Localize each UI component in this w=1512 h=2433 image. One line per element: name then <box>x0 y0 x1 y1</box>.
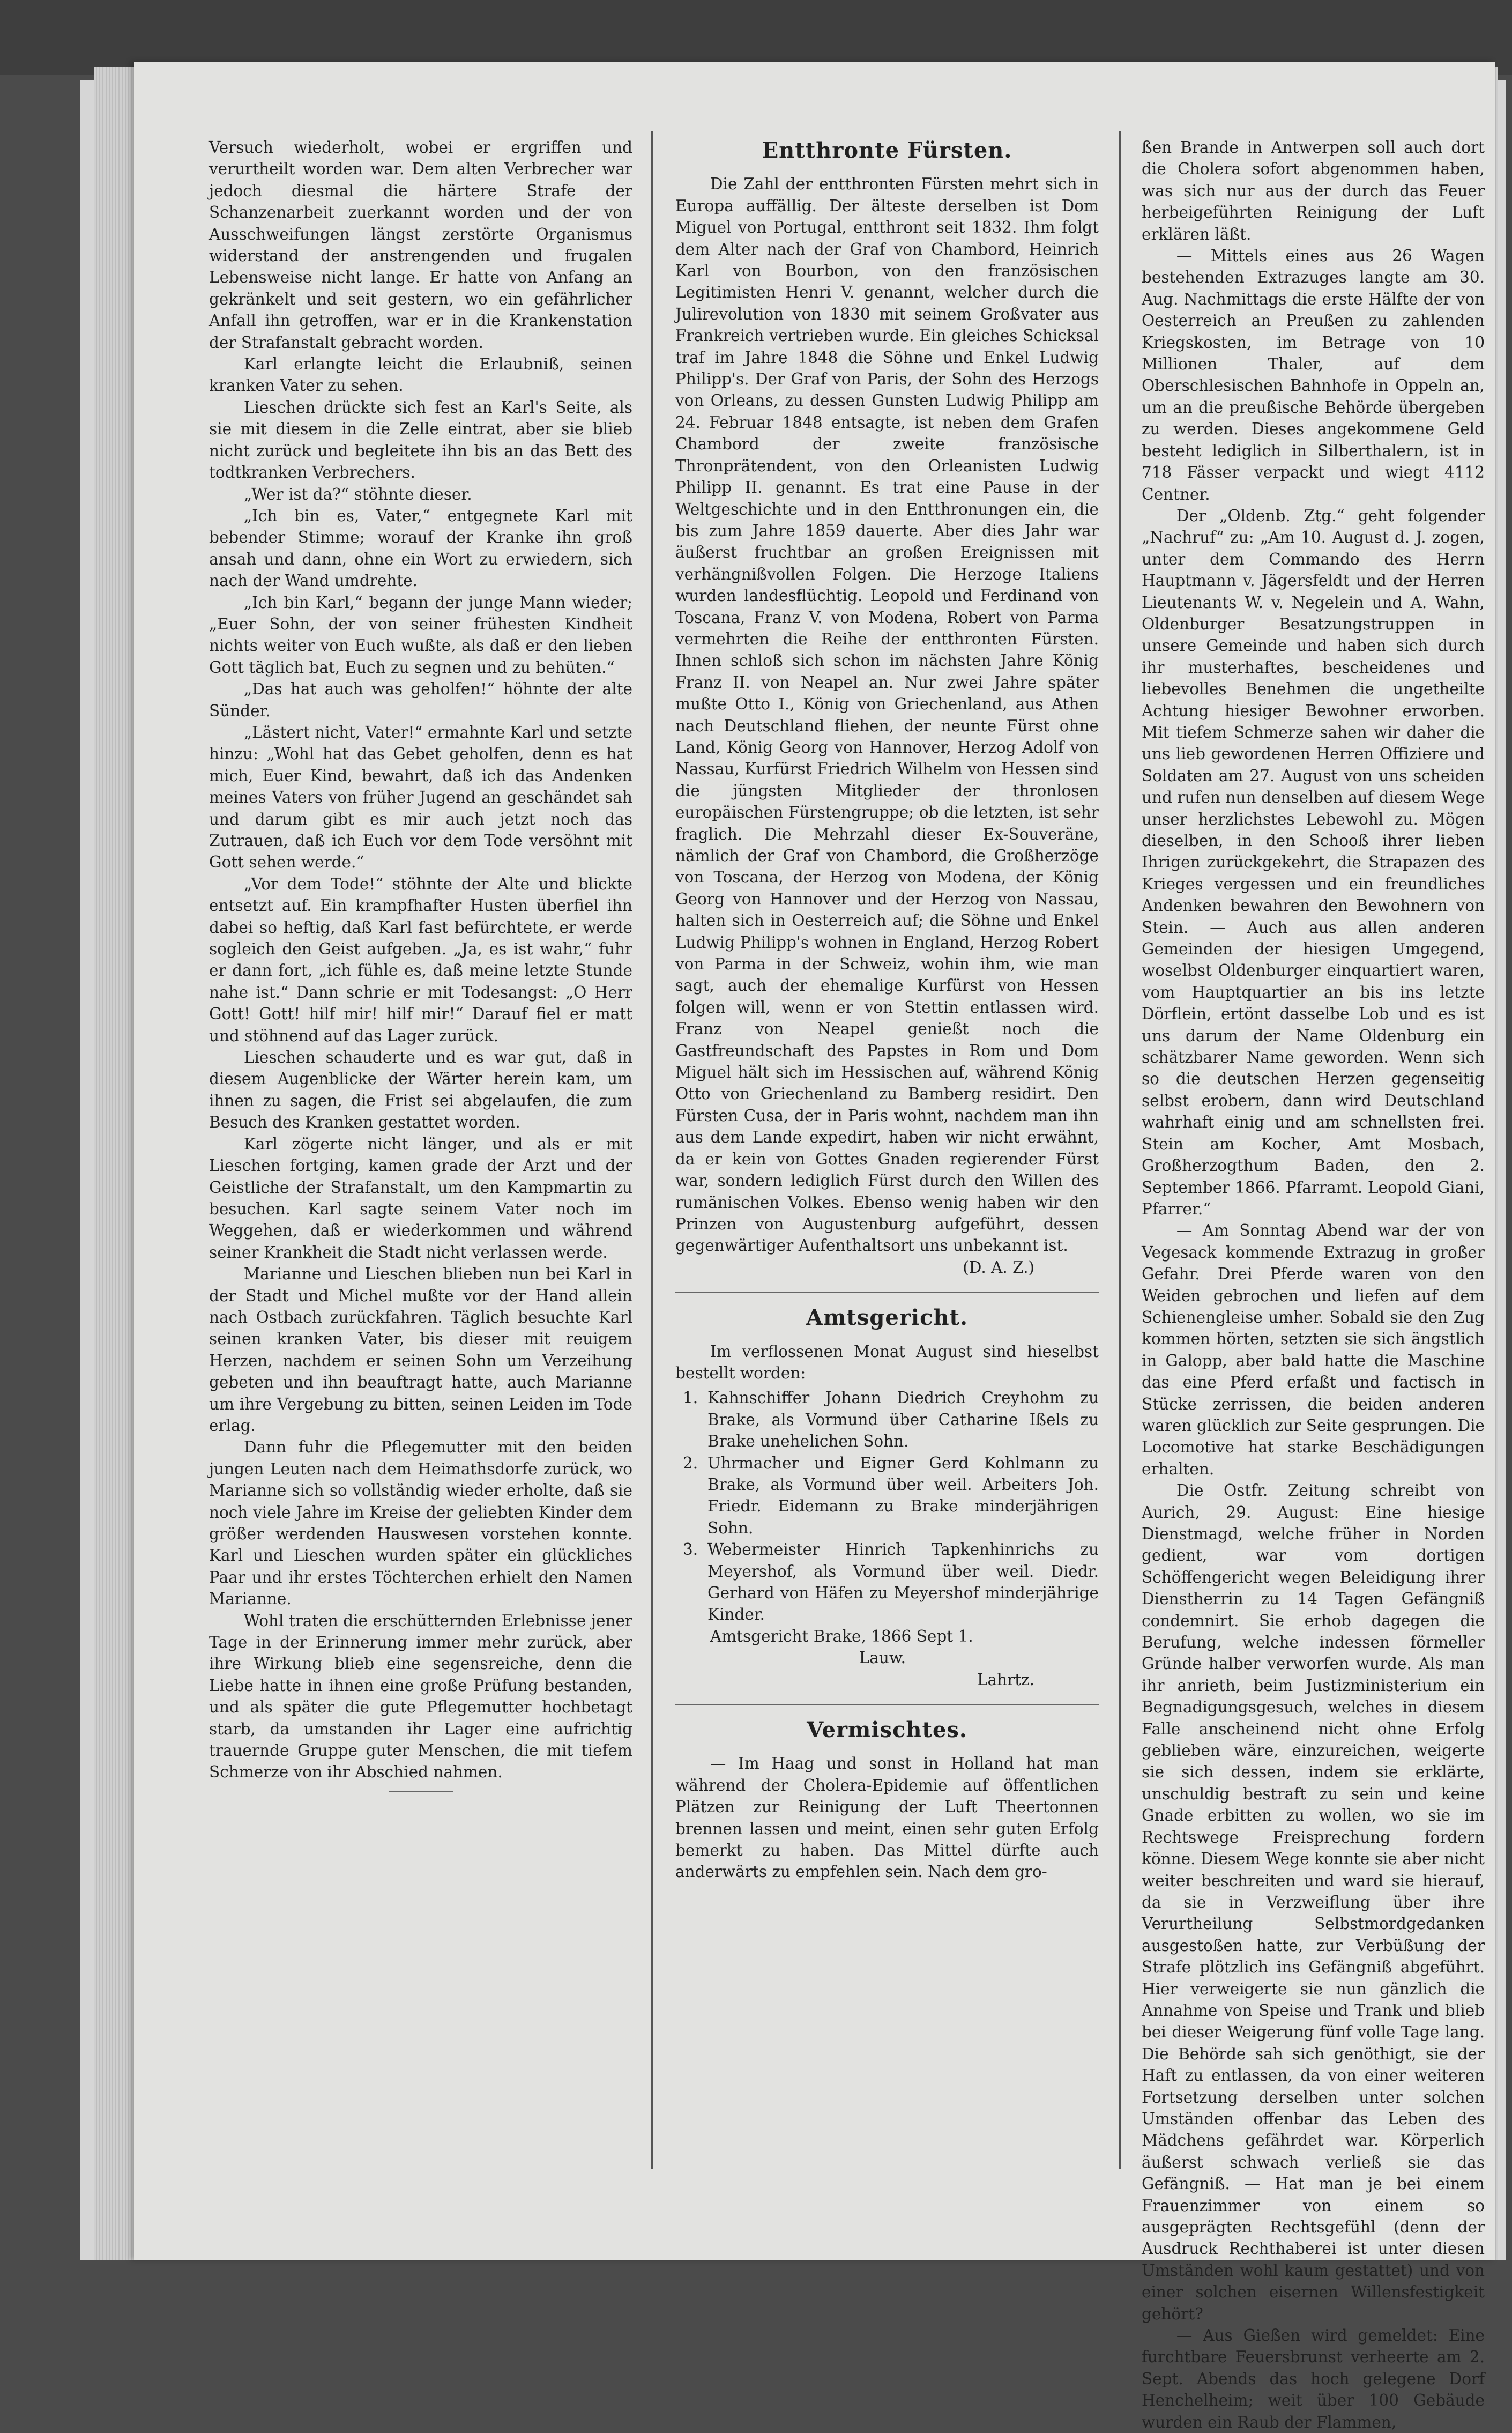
story-paragraph: Marianne und Lieschen blieben nun bei Karl in der Stadt und Michel mußte vor der Hand allein nach Ostbach zurückfahren. Täglich besuchte Karl seinen kranken Vater, bis dieser mit reuigem Herzen, nachdem er seinen Sohn um Verzeihung gebeten und ihn beauftragt hatte, auch Marianne um ihre Vergebung zu bitten, seinen Leiden im Tode erlag. <box>209 1265 632 1435</box>
column-rule <box>1119 131 1121 2169</box>
column-miscellany <box>1142 137 1485 2433</box>
section-heading-amtsgericht: Amtsgericht. <box>806 1305 968 1331</box>
list-text: Kahnschiffer Johann Diedrich Creyhohm zu Brake, als Vormund über Catharine Ißels zu Brake unehelichen Sohn. <box>707 1389 1099 1451</box>
article-paragraph: — Im Haag und sonst in Holland hat man während der Cholera-Epidemie auf öffentlichen Plätzen zur Reinigung der Luft Theertonnen brennen lassen und meint, einen sehr guten Erfolg bemerkt zu haben. Das Mittel dürfte auch anderwärts zu empfehlen sein. Nach dem gro- <box>675 1754 1099 1881</box>
section-divider <box>675 1704 1099 1705</box>
story-paragraph: „Lästert nicht, Vater!“ ermahnte Karl und setzte hinzu: „Wohl hat das Gebet geholfen, denn es hat mich, Euer Kind, bewahrt, daß ich das Andenken meines Vaters von früher Jugend an geschändet sah und darum gibt es mir auch jetzt noch das Zutrauen, daß ich Euch vor dem Tode versöhnt mit Gott sehen werde.“ <box>209 723 632 872</box>
column-news <box>675 137 1099 1883</box>
section-heading-entthronte-fuersten: Entthronte Fürsten. <box>762 138 1012 163</box>
amts-signature-1: Lauw. <box>859 1649 906 1667</box>
list-text: Webermeister Hinrich Tapkenhinrichs zu Meyershof, als Vormund über weil. Diedr. Gerhard von Häfen zu Meyershof minderjährige Kinder. <box>707 1540 1099 1624</box>
story-paragraph: „Ich bin es, Vater,“ entgegnete Karl mit bebender Stimme; worauf der Kranke ihn groß ansah und dann, ohne ein Wort zu erwiedern, sich nach der Wand umdrehte. <box>209 506 632 590</box>
section-heading-vermischtes: Vermischtes. <box>807 1717 967 1743</box>
story-paragraph: Dann fuhr die Pflegemutter mit den beiden jungen Leuten nach dem Heimathsdorfe zurück, wo Marianne sich so vollständig wieder erholte, daß sie noch viele Jahre im Kreise der geliebten Kinder dem größer werdenden Hauswesen vorstehen konnte. Karl und Lieschen wurden später ein glückliches Paar und ihr erstes Töchterchen erhielt den Namen Marianne. <box>209 1438 632 1608</box>
article-paragraph: — Mittels eines aus 26 Wagen bestehenden Extrazuges langte am 30. Aug. Nachmittags die erste Hälfte der von Oesterreich an Preußen zu zahlenden Kriegskosten, im Betrage von 10 Millionen Thaler, auf dem Oberschlesischen Bahnhofe in Oppeln an, um an die preußische Behörde übergeben zu werden. Dieses angekommene Geld besteht lediglich in Silberthalern, ist in 718 Fässer verpackt und wiegt 4112 Centner. <box>1142 247 1485 503</box>
list-item <box>675 1387 1099 1452</box>
article-paragraph: Die Zahl der entthronten Fürsten mehrt sich in Europa auffällig. Der älteste derselben ist Dom Miguel von Portugal, entthront seit 1832. Ihm folgt dem Alter nach der Graf von Chambord, Heinrich Karl von Bourbon, von den französischen Legitimisten Henri V. genannt, welcher durch die Julirevolution von 1830 mit seinem Großvater aus Frankreich vertrieben wurde. Ein gleiches Schicksal traf im Jahre 1848 die Söhne und Enkel Ludwig Philipp's. Der Graf von Paris, der Sohn des Herzogs von Orleans, zu dessen Gunsten Ludwig Philipp am 24. Februar 1848 entsagte, ist neben dem Grafen Chambord der zweite französische Thronprätendent, von den Orleanisten Ludwig Philipp II. genannt. Es trat eine Pause in der Weltgeschichte und in den Entthronungen ein, die bis zum Jahre 1859 dauerte. Aber dies Jahr war äußerst fruchtbar an großen Ereignissen mit verhängnißvollen Folgen. Die Herzoge Italiens wurden landesflüchtig. Leopold und Ferdinand von Toscana, Franz V. von Modena, Robert von Parma vermehrten die Reihe der entthronten Fürsten. Ihnen schloß sich schon im nächsten Jahre König Franz II. von Neapel an. Nur zwei Jahre später mußte Otto I., König von Griechenland, aus Athen nach Deutschland fliehen, der neunte Fürst ohne Land, König Georg von Hannover, Herzog Adolf von Nassau, Kurfürst Friedrich Wilhelm von Hessen sind die jüngsten Mitglieder der thronlosen europäischen Fürstengruppe; ob die letzten, ist sehr fraglich. Die Mehrzahl dieser Ex-Souveräne, nämlich der Graf von Chambord, die Großherzöge von Toscana, der Herzog von Modena, der König Georg von Hannover und der Herzog von Nassau, halten sich in Oesterreich auf; die Söhne und Enkel Ludwig Philipp's wohnen in England, Herzog Robert von Parma in der Schweiz, wohin ihm, wie man sagt, auch der ehemalige Kurfürst von Hessen folgen will, wenn er von Stettin entlassen wird. Franz von Neapel genießt noch die Gastfreundschaft des Papstes in Rom und Dom Miguel hält sich im Hessischen auf, während König Otto von Griechenland zu Bamberg residirt. Den Fürsten Cusa, der in Paris wohnt, nachdem man ihn aus dem Lande expedirt, haben wir nicht erwähnt, da er kein von Gottes Gnaden regierender Fürst war, sondern lediglich Fürst durch den Willen des rumänischen Volkes. Ebenso wenig haben wir den Prinzen von Augustenburg aufgeführt, dessen gegenwärtiger Aufenthaltsort uns unbekannt ist. <box>675 175 1099 1255</box>
story-paragraph: Wohl traten die erschütternden Erlebnisse jener Tage in der Erinnerung immer mehr zurück, aber ihre Wirkung blieb eine segensreiche, denn die Liebe hatte in ihnen eine große Prüfung bestanden, und als später die gute Pflegemutter hochbetagt starb, da umstanden ihr Lager eine aufrichtig trauernde Gruppe guter Menschen, die mit tiefem Schmerze von ihr Abschied nahmen. <box>209 1611 632 1782</box>
column-rule <box>651 131 653 2169</box>
amts-intro: Im verflossenen Monat August sind hieselbst bestellt worden: <box>675 1342 1099 1382</box>
story-paragraph: „Das hat auch was geholfen!“ höhnte der alte Sünder. <box>209 680 632 720</box>
article-paragraph: Der „Oldenb. Ztg.“ geht folgender „Nachruf“ zu: „Am 10. August d. J. zogen, unter dem Commando des Herrn Hauptmann v. Jägersfeldt und der Herren Lieutenants W. v. Negelein und A. Wahn, Oldenburger Besatzungstruppen in unsere Gemeinde und haben sich durch ihr musterhaftes, bescheidenes und liebevolles Benehmen die ungetheilte Achtung hiesiger Bewohner erworben. Mit tiefem Schmerze sahen wir daher die uns lieb gewordenen Herren Offiziere und Soldaten am 27. August von uns scheiden und rufen nun denselben auf diesem Wege unser herzlichstes Lebewohl zu. Mögen dieselben, in den Schooß ihrer lieben Ihrigen zurückgekehrt, die Strapazen des Krieges vergessen und ein freundliches Andenken bewahren den Bewohnern von Stein. — Auch aus allen anderen Gemeinden der hiesigen Umgegend, woselbst Oldenburger einquartiert waren, vom Hauptquartier an bis ins letzte Dörflein, ertönt dasselbe Lob und es ist uns darum der Name Oldenburg ein schätzbarer Name geworden. Wenn sich so die deutschen Herzen gegenseitig selbst erobern, dann wird Deutschland wahrhaft einig und am schnellsten frei. Stein am Kocher, Amt Mosbach, Großherzogthum Baden, den 2. September 1866. Pfarramt. Leopold Giani, Pfarrer.“ <box>1142 506 1485 1218</box>
story-paragraph: Karl erlangte leicht die Erlaubniß, seinen kranken Vater zu sehen. <box>209 355 632 395</box>
guardian-list <box>675 1387 1099 1625</box>
list-item <box>675 1452 1099 1539</box>
amts-signature-2: Lahrtz. <box>977 1670 1034 1689</box>
story-paragraph: „Wer ist da?“ stöhnte dieser. <box>243 485 472 503</box>
story-paragraph: „Ich bin Karl,“ begann der junge Mann wieder; „Euer Sohn, der von seiner frühesten Kindheit nichts weiter von Euch wußte, als daß er den lieben Gott täglich bat, Euch zu segnen und zu behüten.“ <box>209 593 632 677</box>
list-number: 3. <box>683 1540 698 1559</box>
list-number: 1. <box>683 1389 698 1407</box>
list-number: 2. <box>683 1453 698 1472</box>
article-paragraph: Die Ostfr. Zeitung schreibt von Aurich, 29. August: Eine hiesige Dienstmagd, welche früher in Norden gedient, war vom dortigen Schöffengericht wegen Beleidigung ihrer Dienstherrin zu 14 Tagen Gefängniß condemnirt. Sie erhob dagegen die Berufung, welche indessen förmeller Gründe halber verworfen wurde. Als man ihr anrieth, beim Justizministerium ein Begnadigungsgesuch, welches in diesem Falle anscheinend nicht ohne Erfolg geblieben wäre, einzureichen, weigerte sie sich dessen, indem sie erklärte, unschuldig bestraft zu sein und keine Gnade erbitten zu wollen, wo sie im Rechtswege Freisprechung fordern könne. Diesem Wege konnte sie aber nicht weiter beschreiten und ward sie hierauf, da sie in Verzweiflung über ihre Verurtheilung Selbstmordgedanken ausgestoßen hatte, zur Verbüßung der Strafe plötzlich ins Gefängniß abgeführt. Hier verweigerte sie nun gänzlich die Annahme von Speise und Trank und blieb bei dieser Weigerung fünf volle Tage lang. Die Behörde sah sich genöthigt, sie der Haft zu entlassen, da von einer weiteren Fortsetzung derselben unter solchen Umständen offenbar das Leben des Mädchens gefährdet war. Körperlich äußerst schwach verließ sie das Gefängniß. — Hat man je bei einem Frauenzimmer von einem so ausgeprägten Rechtsgefühl (denn der Ausdruck Rechthaberei ist unter diesen Umständen wohl kaum gestattet) und von einer solchen eisernen Willensfestigkeit gehört? <box>1142 1481 1485 2323</box>
story-paragraph: Lieschen schauderte und es war gut, daß in diesem Augenblicke der Wärter herein kam, um ihnen zu sagen, die Frist sei abgelaufen, die zum Besuch des Kranken gestattet worden. <box>209 1048 632 1132</box>
article-paragraph: ßen Brande in Antwerpen soll auch dort die Cholera sofort abgenommen haben, was sich nur aus der durch das Feuer herbeigeführten Reinigung der Luft erklären läßt. <box>1142 138 1485 243</box>
article-source: (D. A. Z.) <box>963 1258 1034 1277</box>
column-story <box>209 137 632 1799</box>
story-paragraph: Karl zögerte nicht länger, und als er mit Lieschen fortging, kamen grade der Arzt und der Geistliche der Strafanstalt, um den Kampmartin zu besuchen. Karl sagte seinem Vater noch im Weggehen, daß er wiederkommen und während seiner Krankheit die Stadt nicht verlassen werde. <box>209 1134 632 1262</box>
amts-date: Amtsgericht Brake, 1866 Sept 1. <box>710 1627 973 1645</box>
story-paragraph: Versuch wiederholt, wobei er ergriffen und verurtheilt worden war. Dem alten Verbrecher war jedoch diesmal die härtere Strafe der Schanzenarbeit zuerkannt worden und der von Ausschweifungen längst zerstörte Organismus widerstand der anstrengenden und frugalen Lebensweise nicht lange. Er hatte von Anfang an gekränkelt und seit gestern, wo ein gefährlicher Anfall ihn getroffen, war er in die Krankenstation der Strafanstalt gebracht worden. <box>209 138 632 352</box>
list-item <box>675 1539 1099 1626</box>
story-paragraph: „Vor dem Tode!“ stöhnte der Alte und blickte entsetzt auf. Ein krampfhafter Husten überfiel ihn dabei so heftig, daß Karl fast befürchtete, er werde sogleich den Geist aufgeben. „Ja, es ist wahr,“ fuhr er dann fort, „ich fühle es, daß meine letzte Stunde nahe ist.“ Dann schrie er mit Todesangst: „O Herr Gott! Gott! hilf mir! hilf mir!“ Darauf fiel er matt und stöhnend auf das Lager zurück. <box>209 874 632 1045</box>
article-paragraph: — Am Sonntag Abend war der von Vegesack kommende Extrazug in großer Gefahr. Drei Pferde waren von den Weiden gebrochen und liefen auf dem Schienengleise umher. Sobald sie den Zug kommen hörten, setzten sie sich ängstlich in Galopp, aber bald hatte die Maschine das eine Pferd erfaßt und factisch in Stücke zerrissen, die beiden anderen waren glücklich zur Seite gesprungen. Die Locomotive hat starke Beschädigungen erhalten. <box>1142 1221 1485 1478</box>
newspaper-page <box>134 62 1495 2431</box>
end-rule <box>389 1791 453 1792</box>
section-divider <box>675 1292 1099 1293</box>
story-paragraph: Lieschen drückte sich fest an Karl's Seite, als sie mit diesem in die Zelle eintrat, aber sie blieb nicht zurück und begleitete ihn bis an das Bett des todtkranken Verbrechers. <box>209 398 632 482</box>
article-paragraph: — Aus Gießen wird gemeldet: Eine furchtbare Feuersbrunst verheerte am 2. Sept. Abends das hoch gelegene Dorf Henchelheim; weit über 100 Gebäude wurden ein Raub der Flammen, <box>1142 2326 1485 2431</box>
list-text: Uhrmacher und Eigner Gerd Kohlmann zu Brake, als Vormund über weil. Arbeiters Joh. Friedr. Eidemann zu Brake minderjährigen Sohn. <box>707 1453 1099 1537</box>
